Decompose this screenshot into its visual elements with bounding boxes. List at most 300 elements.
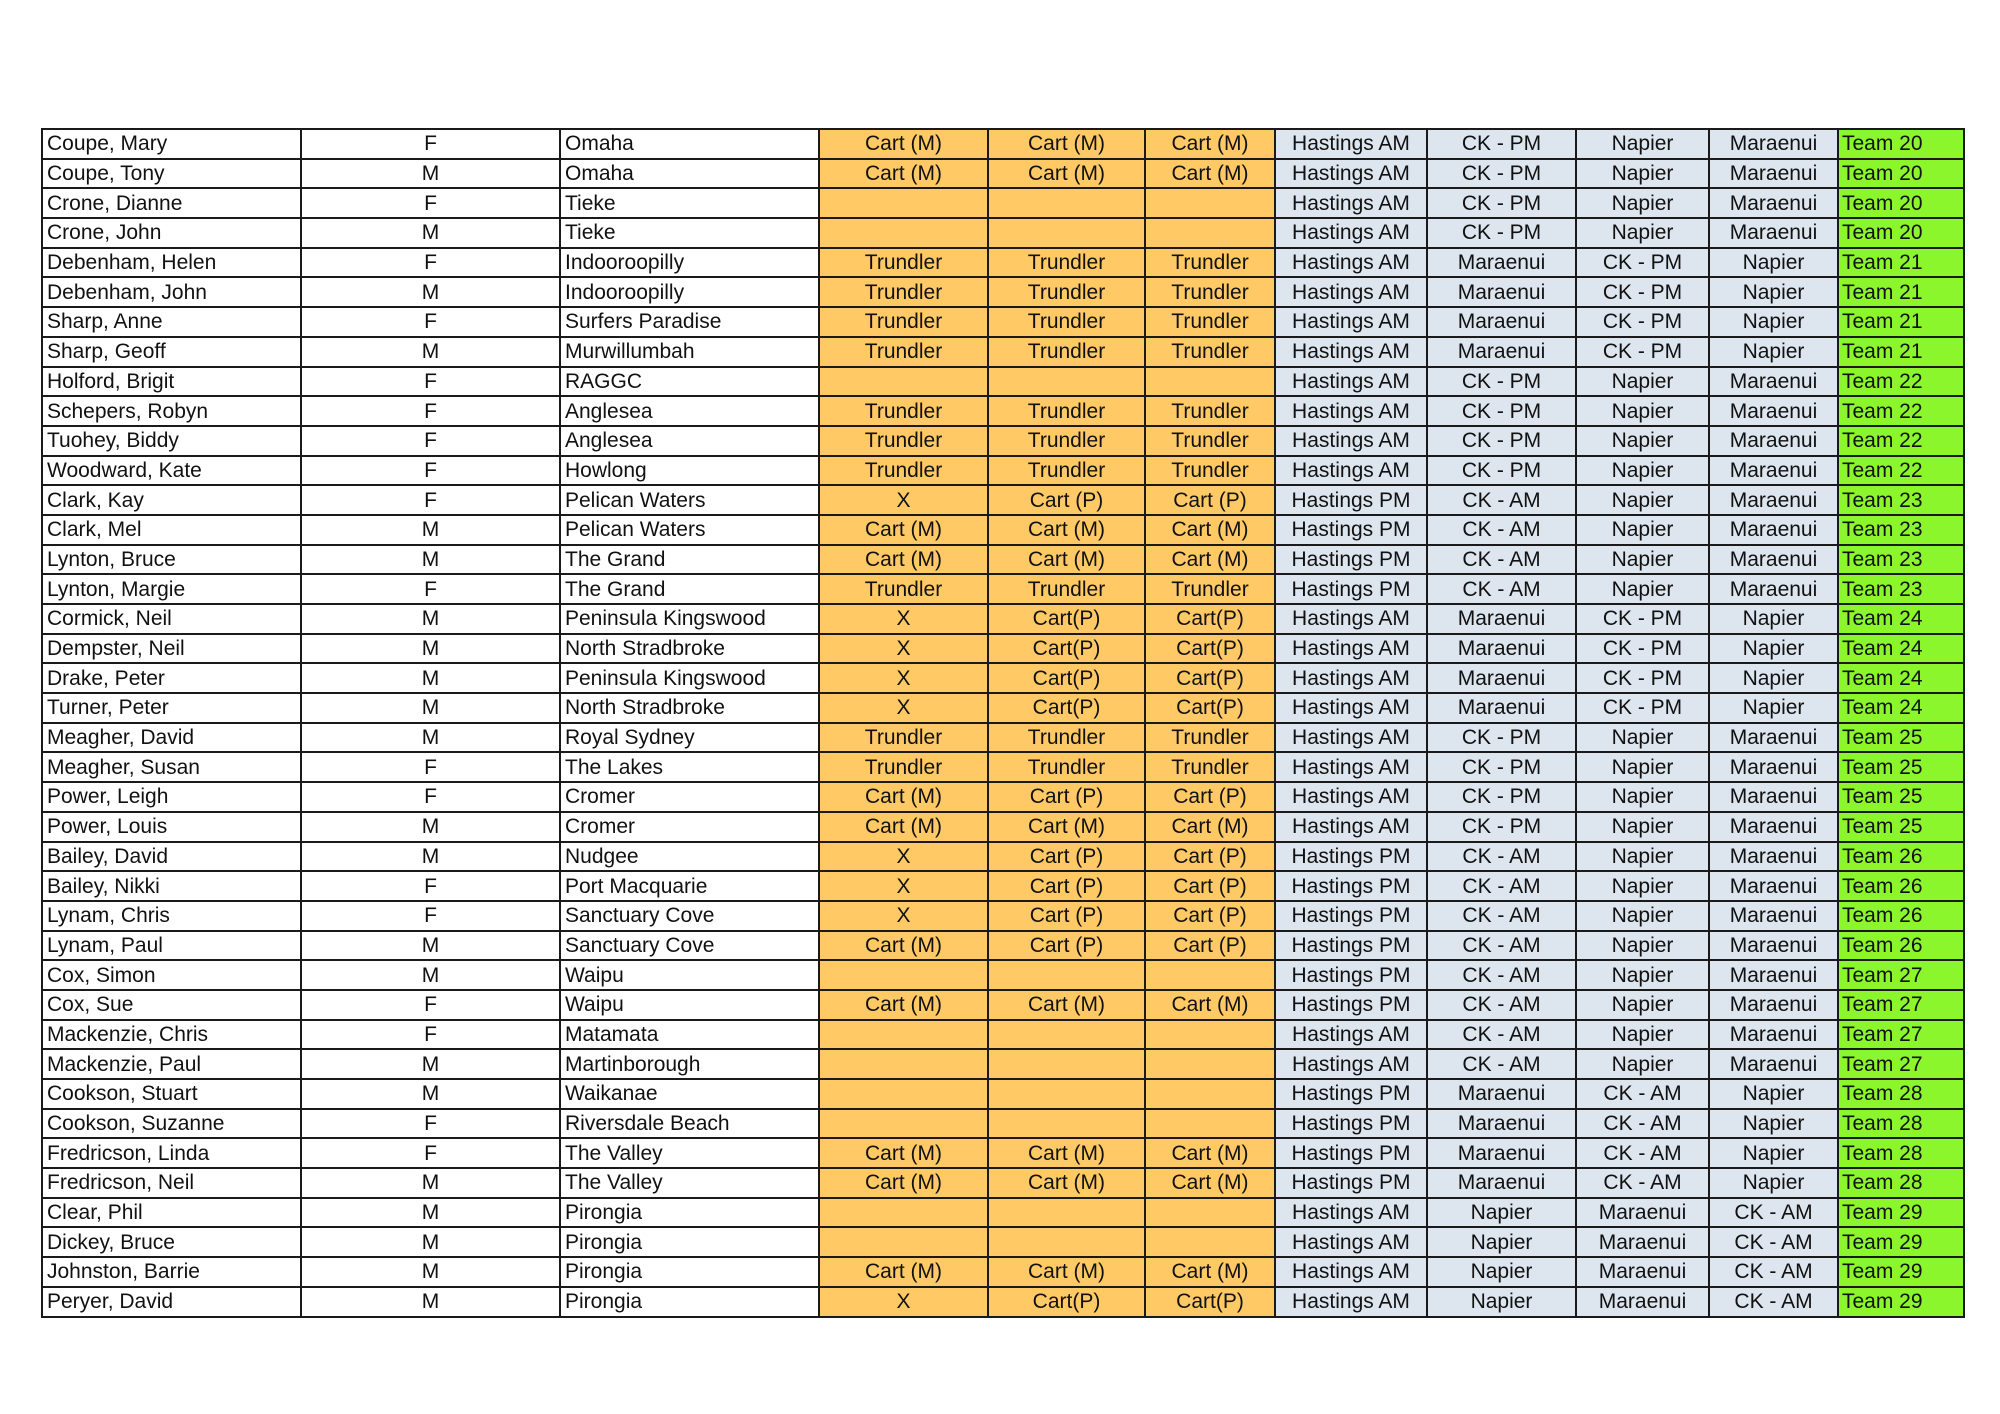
round1-venue-cell[interactable]: Hastings AM: [1275, 1020, 1427, 1050]
transport-day1-cell[interactable]: X: [819, 901, 988, 931]
name-cell[interactable]: Lynton, Margie: [42, 574, 301, 604]
team-cell[interactable]: Team 25: [1838, 723, 1964, 753]
transport-day2-cell[interactable]: [988, 1049, 1145, 1079]
gender-cell[interactable]: F: [301, 901, 560, 931]
transport-day1-cell[interactable]: Trundler: [819, 426, 988, 456]
transport-day3-cell[interactable]: Cart(P): [1145, 693, 1275, 723]
name-cell[interactable]: Peryer, David: [42, 1287, 301, 1317]
team-cell[interactable]: Team 26: [1838, 842, 1964, 872]
transport-day1-cell[interactable]: [819, 960, 988, 990]
transport-day1-cell[interactable]: [819, 1049, 988, 1079]
round1-venue-cell[interactable]: Hastings AM: [1275, 752, 1427, 782]
gender-cell[interactable]: M: [301, 693, 560, 723]
transport-day3-cell[interactable]: Cart(P): [1145, 663, 1275, 693]
round2-venue-cell[interactable]: CK - AM: [1427, 990, 1576, 1020]
round1-venue-cell[interactable]: Hastings AM: [1275, 634, 1427, 664]
transport-day1-cell[interactable]: Trundler: [819, 752, 988, 782]
round2-venue-cell[interactable]: Napier: [1427, 1227, 1576, 1257]
round2-venue-cell[interactable]: CK - AM: [1427, 545, 1576, 575]
transport-day3-cell[interactable]: Cart (M): [1145, 545, 1275, 575]
round2-venue-cell[interactable]: CK - PM: [1427, 426, 1576, 456]
transport-day2-cell[interactable]: Trundler: [988, 337, 1145, 367]
name-cell[interactable]: Crone, Dianne: [42, 188, 301, 218]
club-cell[interactable]: The Valley: [560, 1168, 819, 1198]
transport-day2-cell[interactable]: Cart (M): [988, 545, 1145, 575]
round1-venue-cell[interactable]: Hastings PM: [1275, 1109, 1427, 1139]
transport-day3-cell[interactable]: Cart(P): [1145, 1287, 1275, 1317]
name-cell[interactable]: Sharp, Geoff: [42, 337, 301, 367]
transport-day2-cell[interactable]: Cart (M): [988, 159, 1145, 189]
round4-venue-cell[interactable]: CK - AM: [1709, 1227, 1838, 1257]
round1-venue-cell[interactable]: Hastings AM: [1275, 248, 1427, 278]
round1-venue-cell[interactable]: Hastings PM: [1275, 515, 1427, 545]
transport-day3-cell[interactable]: Cart (M): [1145, 1257, 1275, 1287]
round3-venue-cell[interactable]: Napier: [1576, 218, 1709, 248]
round2-venue-cell[interactable]: CK - AM: [1427, 1020, 1576, 1050]
round4-venue-cell[interactable]: CK - AM: [1709, 1287, 1838, 1317]
round4-venue-cell[interactable]: Maraenui: [1709, 782, 1838, 812]
transport-day3-cell[interactable]: Trundler: [1145, 337, 1275, 367]
transport-day1-cell[interactable]: Cart (M): [819, 1138, 988, 1168]
round3-venue-cell[interactable]: Napier: [1576, 842, 1709, 872]
round4-venue-cell[interactable]: Napier: [1709, 604, 1838, 634]
gender-cell[interactable]: F: [301, 1109, 560, 1139]
transport-day1-cell[interactable]: [819, 188, 988, 218]
team-cell[interactable]: Team 29: [1838, 1257, 1964, 1287]
round3-venue-cell[interactable]: Napier: [1576, 545, 1709, 575]
club-cell[interactable]: Anglesea: [560, 396, 819, 426]
transport-day3-cell[interactable]: Cart (M): [1145, 1168, 1275, 1198]
club-cell[interactable]: Tieke: [560, 188, 819, 218]
transport-day2-cell[interactable]: Cart(P): [988, 634, 1145, 664]
name-cell[interactable]: Cox, Simon: [42, 960, 301, 990]
transport-day1-cell[interactable]: X: [819, 604, 988, 634]
round1-venue-cell[interactable]: Hastings AM: [1275, 277, 1427, 307]
transport-day3-cell[interactable]: Cart (P): [1145, 871, 1275, 901]
round1-venue-cell[interactable]: Hastings PM: [1275, 485, 1427, 515]
round2-venue-cell[interactable]: CK - PM: [1427, 188, 1576, 218]
round3-venue-cell[interactable]: CK - AM: [1576, 1168, 1709, 1198]
team-cell[interactable]: Team 26: [1838, 901, 1964, 931]
team-cell[interactable]: Team 22: [1838, 456, 1964, 486]
name-cell[interactable]: Holford, Brigit: [42, 367, 301, 397]
team-cell[interactable]: Team 28: [1838, 1138, 1964, 1168]
round2-venue-cell[interactable]: Maraenui: [1427, 1168, 1576, 1198]
team-cell[interactable]: Team 27: [1838, 960, 1964, 990]
club-cell[interactable]: Cromer: [560, 812, 819, 842]
club-cell[interactable]: Waikanae: [560, 1079, 819, 1109]
club-cell[interactable]: Port Macquarie: [560, 871, 819, 901]
transport-day3-cell[interactable]: Cart (M): [1145, 159, 1275, 189]
gender-cell[interactable]: F: [301, 1020, 560, 1050]
round2-venue-cell[interactable]: Maraenui: [1427, 307, 1576, 337]
round1-venue-cell[interactable]: Hastings AM: [1275, 693, 1427, 723]
round3-venue-cell[interactable]: CK - PM: [1576, 604, 1709, 634]
name-cell[interactable]: Meagher, David: [42, 723, 301, 753]
transport-day2-cell[interactable]: Trundler: [988, 396, 1145, 426]
name-cell[interactable]: Bailey, Nikki: [42, 871, 301, 901]
round2-venue-cell[interactable]: Maraenui: [1427, 277, 1576, 307]
round3-venue-cell[interactable]: Napier: [1576, 782, 1709, 812]
round1-venue-cell[interactable]: Hastings AM: [1275, 1227, 1427, 1257]
club-cell[interactable]: Waipu: [560, 960, 819, 990]
round4-venue-cell[interactable]: Maraenui: [1709, 574, 1838, 604]
gender-cell[interactable]: F: [301, 782, 560, 812]
transport-day2-cell[interactable]: Trundler: [988, 752, 1145, 782]
round2-venue-cell[interactable]: CK - PM: [1427, 396, 1576, 426]
name-cell[interactable]: Johnston, Barrie: [42, 1257, 301, 1287]
round2-venue-cell[interactable]: Maraenui: [1427, 1109, 1576, 1139]
gender-cell[interactable]: M: [301, 218, 560, 248]
club-cell[interactable]: Pirongia: [560, 1287, 819, 1317]
round2-venue-cell[interactable]: Napier: [1427, 1198, 1576, 1228]
club-cell[interactable]: Murwillumbah: [560, 337, 819, 367]
round2-venue-cell[interactable]: Napier: [1427, 1257, 1576, 1287]
transport-day2-cell[interactable]: Trundler: [988, 307, 1145, 337]
transport-day1-cell[interactable]: Trundler: [819, 337, 988, 367]
round4-venue-cell[interactable]: Maraenui: [1709, 456, 1838, 486]
round2-venue-cell[interactable]: Maraenui: [1427, 663, 1576, 693]
transport-day1-cell[interactable]: Cart (M): [819, 812, 988, 842]
round3-venue-cell[interactable]: CK - AM: [1576, 1138, 1709, 1168]
club-cell[interactable]: North Stradbroke: [560, 634, 819, 664]
transport-day2-cell[interactable]: Cart(P): [988, 604, 1145, 634]
round4-venue-cell[interactable]: Napier: [1709, 1138, 1838, 1168]
name-cell[interactable]: Cormick, Neil: [42, 604, 301, 634]
round3-venue-cell[interactable]: CK - PM: [1576, 693, 1709, 723]
round3-venue-cell[interactable]: CK - PM: [1576, 248, 1709, 278]
transport-day2-cell[interactable]: Cart (M): [988, 990, 1145, 1020]
transport-day3-cell[interactable]: Trundler: [1145, 456, 1275, 486]
round1-venue-cell[interactable]: Hastings AM: [1275, 456, 1427, 486]
round4-venue-cell[interactable]: Maraenui: [1709, 871, 1838, 901]
round4-venue-cell[interactable]: Napier: [1709, 1109, 1838, 1139]
club-cell[interactable]: Anglesea: [560, 426, 819, 456]
round3-venue-cell[interactable]: CK - AM: [1576, 1109, 1709, 1139]
transport-day3-cell[interactable]: [1145, 218, 1275, 248]
club-cell[interactable]: Howlong: [560, 456, 819, 486]
round4-venue-cell[interactable]: Maraenui: [1709, 515, 1838, 545]
round1-venue-cell[interactable]: Hastings AM: [1275, 188, 1427, 218]
transport-day1-cell[interactable]: [819, 1109, 988, 1139]
transport-day2-cell[interactable]: Cart (M): [988, 1138, 1145, 1168]
round4-venue-cell[interactable]: Maraenui: [1709, 960, 1838, 990]
club-cell[interactable]: Omaha: [560, 159, 819, 189]
gender-cell[interactable]: F: [301, 307, 560, 337]
name-cell[interactable]: Sharp, Anne: [42, 307, 301, 337]
round1-venue-cell[interactable]: Hastings PM: [1275, 1079, 1427, 1109]
round2-venue-cell[interactable]: Maraenui: [1427, 248, 1576, 278]
transport-day1-cell[interactable]: Trundler: [819, 307, 988, 337]
round2-venue-cell[interactable]: CK - PM: [1427, 218, 1576, 248]
round2-venue-cell[interactable]: CK - AM: [1427, 960, 1576, 990]
round4-venue-cell[interactable]: CK - AM: [1709, 1257, 1838, 1287]
round1-venue-cell[interactable]: Hastings AM: [1275, 159, 1427, 189]
round3-venue-cell[interactable]: Napier: [1576, 367, 1709, 397]
round4-venue-cell[interactable]: Maraenui: [1709, 931, 1838, 961]
transport-day3-cell[interactable]: Cart (P): [1145, 901, 1275, 931]
round2-venue-cell[interactable]: Maraenui: [1427, 1079, 1576, 1109]
transport-day3-cell[interactable]: Cart (M): [1145, 990, 1275, 1020]
round2-venue-cell[interactable]: CK - AM: [1427, 485, 1576, 515]
transport-day1-cell[interactable]: Cart (M): [819, 515, 988, 545]
round2-venue-cell[interactable]: Maraenui: [1427, 693, 1576, 723]
round3-venue-cell[interactable]: Napier: [1576, 990, 1709, 1020]
name-cell[interactable]: Mackenzie, Paul: [42, 1049, 301, 1079]
club-cell[interactable]: Pirongia: [560, 1198, 819, 1228]
team-cell[interactable]: Team 24: [1838, 693, 1964, 723]
name-cell[interactable]: Cox, Sue: [42, 990, 301, 1020]
round3-venue-cell[interactable]: Maraenui: [1576, 1257, 1709, 1287]
transport-day1-cell[interactable]: X: [819, 842, 988, 872]
round2-venue-cell[interactable]: CK - AM: [1427, 1049, 1576, 1079]
round4-venue-cell[interactable]: Maraenui: [1709, 367, 1838, 397]
round1-venue-cell[interactable]: Hastings AM: [1275, 812, 1427, 842]
round3-venue-cell[interactable]: Napier: [1576, 456, 1709, 486]
club-cell[interactable]: Indooroopilly: [560, 248, 819, 278]
transport-day2-cell[interactable]: Cart (P): [988, 782, 1145, 812]
team-cell[interactable]: Team 27: [1838, 1049, 1964, 1079]
team-cell[interactable]: Team 29: [1838, 1198, 1964, 1228]
round3-venue-cell[interactable]: Napier: [1576, 188, 1709, 218]
round4-venue-cell[interactable]: Maraenui: [1709, 426, 1838, 456]
club-cell[interactable]: Sanctuary Cove: [560, 901, 819, 931]
club-cell[interactable]: The Valley: [560, 1138, 819, 1168]
transport-day1-cell[interactable]: Cart (M): [819, 129, 988, 159]
round1-venue-cell[interactable]: Hastings PM: [1275, 545, 1427, 575]
round1-venue-cell[interactable]: Hastings AM: [1275, 1198, 1427, 1228]
round3-venue-cell[interactable]: Napier: [1576, 426, 1709, 456]
club-cell[interactable]: RAGGC: [560, 367, 819, 397]
team-cell[interactable]: Team 28: [1838, 1168, 1964, 1198]
round1-venue-cell[interactable]: Hastings AM: [1275, 367, 1427, 397]
transport-day1-cell[interactable]: X: [819, 1287, 988, 1317]
round4-venue-cell[interactable]: Napier: [1709, 1079, 1838, 1109]
transport-day1-cell[interactable]: X: [819, 693, 988, 723]
round1-venue-cell[interactable]: Hastings AM: [1275, 307, 1427, 337]
round3-venue-cell[interactable]: CK - PM: [1576, 634, 1709, 664]
team-cell[interactable]: Team 26: [1838, 871, 1964, 901]
transport-day3-cell[interactable]: Trundler: [1145, 277, 1275, 307]
round2-venue-cell[interactable]: Maraenui: [1427, 337, 1576, 367]
transport-day1-cell[interactable]: X: [819, 485, 988, 515]
transport-day2-cell[interactable]: Cart (P): [988, 842, 1145, 872]
transport-day2-cell[interactable]: [988, 367, 1145, 397]
round1-venue-cell[interactable]: Hastings AM: [1275, 218, 1427, 248]
transport-day2-cell[interactable]: Cart (M): [988, 129, 1145, 159]
team-cell[interactable]: Team 23: [1838, 574, 1964, 604]
round4-venue-cell[interactable]: Maraenui: [1709, 396, 1838, 426]
gender-cell[interactable]: M: [301, 1257, 560, 1287]
team-cell[interactable]: Team 29: [1838, 1287, 1964, 1317]
transport-day1-cell[interactable]: [819, 1079, 988, 1109]
round3-venue-cell[interactable]: Napier: [1576, 485, 1709, 515]
name-cell[interactable]: Woodward, Kate: [42, 456, 301, 486]
round4-venue-cell[interactable]: Maraenui: [1709, 485, 1838, 515]
team-cell[interactable]: Team 24: [1838, 663, 1964, 693]
gender-cell[interactable]: M: [301, 1227, 560, 1257]
transport-day2-cell[interactable]: [988, 960, 1145, 990]
name-cell[interactable]: Meagher, Susan: [42, 752, 301, 782]
round4-venue-cell[interactable]: Napier: [1709, 693, 1838, 723]
club-cell[interactable]: Royal Sydney: [560, 723, 819, 753]
name-cell[interactable]: Clear, Phil: [42, 1198, 301, 1228]
gender-cell[interactable]: F: [301, 871, 560, 901]
name-cell[interactable]: Clark, Kay: [42, 485, 301, 515]
gender-cell[interactable]: M: [301, 842, 560, 872]
round3-venue-cell[interactable]: Napier: [1576, 515, 1709, 545]
transport-day3-cell[interactable]: Trundler: [1145, 574, 1275, 604]
round3-venue-cell[interactable]: Napier: [1576, 960, 1709, 990]
transport-day3-cell[interactable]: Cart (M): [1145, 515, 1275, 545]
round2-venue-cell[interactable]: CK - AM: [1427, 842, 1576, 872]
round4-venue-cell[interactable]: Maraenui: [1709, 723, 1838, 753]
round1-venue-cell[interactable]: Hastings AM: [1275, 337, 1427, 367]
team-cell[interactable]: Team 20: [1838, 218, 1964, 248]
round4-venue-cell[interactable]: Maraenui: [1709, 842, 1838, 872]
gender-cell[interactable]: F: [301, 426, 560, 456]
gender-cell[interactable]: M: [301, 277, 560, 307]
transport-day3-cell[interactable]: Cart (P): [1145, 485, 1275, 515]
transport-day2-cell[interactable]: [988, 1227, 1145, 1257]
team-cell[interactable]: Team 24: [1838, 604, 1964, 634]
round3-venue-cell[interactable]: CK - AM: [1576, 1079, 1709, 1109]
gender-cell[interactable]: M: [301, 1079, 560, 1109]
transport-day3-cell[interactable]: Cart (M): [1145, 812, 1275, 842]
round3-venue-cell[interactable]: Napier: [1576, 574, 1709, 604]
club-cell[interactable]: Peninsula Kingswood: [560, 663, 819, 693]
round1-venue-cell[interactable]: Hastings AM: [1275, 782, 1427, 812]
transport-day3-cell[interactable]: Cart (P): [1145, 931, 1275, 961]
club-cell[interactable]: The Grand: [560, 545, 819, 575]
round3-venue-cell[interactable]: Napier: [1576, 812, 1709, 842]
gender-cell[interactable]: F: [301, 129, 560, 159]
name-cell[interactable]: Schepers, Robyn: [42, 396, 301, 426]
transport-day2-cell[interactable]: Cart (M): [988, 1257, 1145, 1287]
round4-venue-cell[interactable]: Napier: [1709, 663, 1838, 693]
round2-venue-cell[interactable]: CK - PM: [1427, 367, 1576, 397]
club-cell[interactable]: Nudgee: [560, 842, 819, 872]
club-cell[interactable]: The Grand: [560, 574, 819, 604]
name-cell[interactable]: Power, Louis: [42, 812, 301, 842]
gender-cell[interactable]: F: [301, 188, 560, 218]
team-cell[interactable]: Team 22: [1838, 396, 1964, 426]
round4-venue-cell[interactable]: Napier: [1709, 1168, 1838, 1198]
name-cell[interactable]: Fredricson, Linda: [42, 1138, 301, 1168]
gender-cell[interactable]: M: [301, 723, 560, 753]
round1-venue-cell[interactable]: Hastings PM: [1275, 1168, 1427, 1198]
round1-venue-cell[interactable]: Hastings PM: [1275, 1138, 1427, 1168]
team-cell[interactable]: Team 21: [1838, 277, 1964, 307]
club-cell[interactable]: Cromer: [560, 782, 819, 812]
round1-venue-cell[interactable]: Hastings PM: [1275, 931, 1427, 961]
round1-venue-cell[interactable]: Hastings AM: [1275, 129, 1427, 159]
club-cell[interactable]: Pelican Waters: [560, 485, 819, 515]
transport-day3-cell[interactable]: Cart (M): [1145, 129, 1275, 159]
round1-venue-cell[interactable]: Hastings PM: [1275, 901, 1427, 931]
transport-day3-cell[interactable]: [1145, 1198, 1275, 1228]
transport-day1-cell[interactable]: Cart (M): [819, 545, 988, 575]
transport-day3-cell[interactable]: Trundler: [1145, 248, 1275, 278]
round1-venue-cell[interactable]: Hastings AM: [1275, 1287, 1427, 1317]
name-cell[interactable]: Tuohey, Biddy: [42, 426, 301, 456]
club-cell[interactable]: Matamata: [560, 1020, 819, 1050]
transport-day2-cell[interactable]: Trundler: [988, 574, 1145, 604]
round1-venue-cell[interactable]: Hastings PM: [1275, 842, 1427, 872]
gender-cell[interactable]: M: [301, 1168, 560, 1198]
round3-venue-cell[interactable]: CK - PM: [1576, 663, 1709, 693]
transport-day1-cell[interactable]: [819, 218, 988, 248]
transport-day1-cell[interactable]: Trundler: [819, 277, 988, 307]
round4-venue-cell[interactable]: Maraenui: [1709, 188, 1838, 218]
round1-venue-cell[interactable]: Hastings AM: [1275, 723, 1427, 753]
gender-cell[interactable]: F: [301, 1138, 560, 1168]
transport-day3-cell[interactable]: [1145, 1227, 1275, 1257]
transport-day1-cell[interactable]: Trundler: [819, 248, 988, 278]
round3-venue-cell[interactable]: Napier: [1576, 931, 1709, 961]
round4-venue-cell[interactable]: Napier: [1709, 307, 1838, 337]
round2-venue-cell[interactable]: CK - AM: [1427, 515, 1576, 545]
transport-day3-cell[interactable]: Trundler: [1145, 307, 1275, 337]
club-cell[interactable]: Waipu: [560, 990, 819, 1020]
gender-cell[interactable]: M: [301, 159, 560, 189]
round4-venue-cell[interactable]: Maraenui: [1709, 1049, 1838, 1079]
round4-venue-cell[interactable]: Napier: [1709, 634, 1838, 664]
transport-day1-cell[interactable]: [819, 1020, 988, 1050]
club-cell[interactable]: Martinborough: [560, 1049, 819, 1079]
club-cell[interactable]: Indooroopilly: [560, 277, 819, 307]
round3-venue-cell[interactable]: Napier: [1576, 901, 1709, 931]
transport-day3-cell[interactable]: Trundler: [1145, 426, 1275, 456]
team-cell[interactable]: Team 22: [1838, 426, 1964, 456]
round4-venue-cell[interactable]: Napier: [1709, 337, 1838, 367]
round3-venue-cell[interactable]: Napier: [1576, 159, 1709, 189]
transport-day3-cell[interactable]: Cart(P): [1145, 604, 1275, 634]
round2-venue-cell[interactable]: CK - AM: [1427, 931, 1576, 961]
transport-day2-cell[interactable]: Trundler: [988, 426, 1145, 456]
round2-venue-cell[interactable]: CK - PM: [1427, 752, 1576, 782]
transport-day1-cell[interactable]: Trundler: [819, 456, 988, 486]
club-cell[interactable]: Pirongia: [560, 1257, 819, 1287]
transport-day3-cell[interactable]: [1145, 1049, 1275, 1079]
transport-day3-cell[interactable]: Cart (P): [1145, 782, 1275, 812]
transport-day2-cell[interactable]: Trundler: [988, 456, 1145, 486]
club-cell[interactable]: Pelican Waters: [560, 515, 819, 545]
team-cell[interactable]: Team 27: [1838, 1020, 1964, 1050]
round2-venue-cell[interactable]: CK - PM: [1427, 723, 1576, 753]
gender-cell[interactable]: F: [301, 752, 560, 782]
round4-venue-cell[interactable]: Maraenui: [1709, 218, 1838, 248]
round1-venue-cell[interactable]: Hastings PM: [1275, 871, 1427, 901]
name-cell[interactable]: Turner, Peter: [42, 693, 301, 723]
transport-day2-cell[interactable]: [988, 1198, 1145, 1228]
transport-day2-cell[interactable]: [988, 218, 1145, 248]
transport-day3-cell[interactable]: [1145, 1079, 1275, 1109]
club-cell[interactable]: Peninsula Kingswood: [560, 604, 819, 634]
transport-day1-cell[interactable]: X: [819, 663, 988, 693]
transport-day1-cell[interactable]: [819, 1198, 988, 1228]
team-cell[interactable]: Team 20: [1838, 159, 1964, 189]
round3-venue-cell[interactable]: Napier: [1576, 1020, 1709, 1050]
round2-venue-cell[interactable]: CK - PM: [1427, 129, 1576, 159]
name-cell[interactable]: Cookson, Stuart: [42, 1079, 301, 1109]
transport-day3-cell[interactable]: [1145, 1020, 1275, 1050]
transport-day2-cell[interactable]: Cart(P): [988, 1287, 1145, 1317]
round1-venue-cell[interactable]: Hastings AM: [1275, 604, 1427, 634]
name-cell[interactable]: Lynam, Paul: [42, 931, 301, 961]
round1-venue-cell[interactable]: Hastings AM: [1275, 426, 1427, 456]
round4-venue-cell[interactable]: Maraenui: [1709, 901, 1838, 931]
